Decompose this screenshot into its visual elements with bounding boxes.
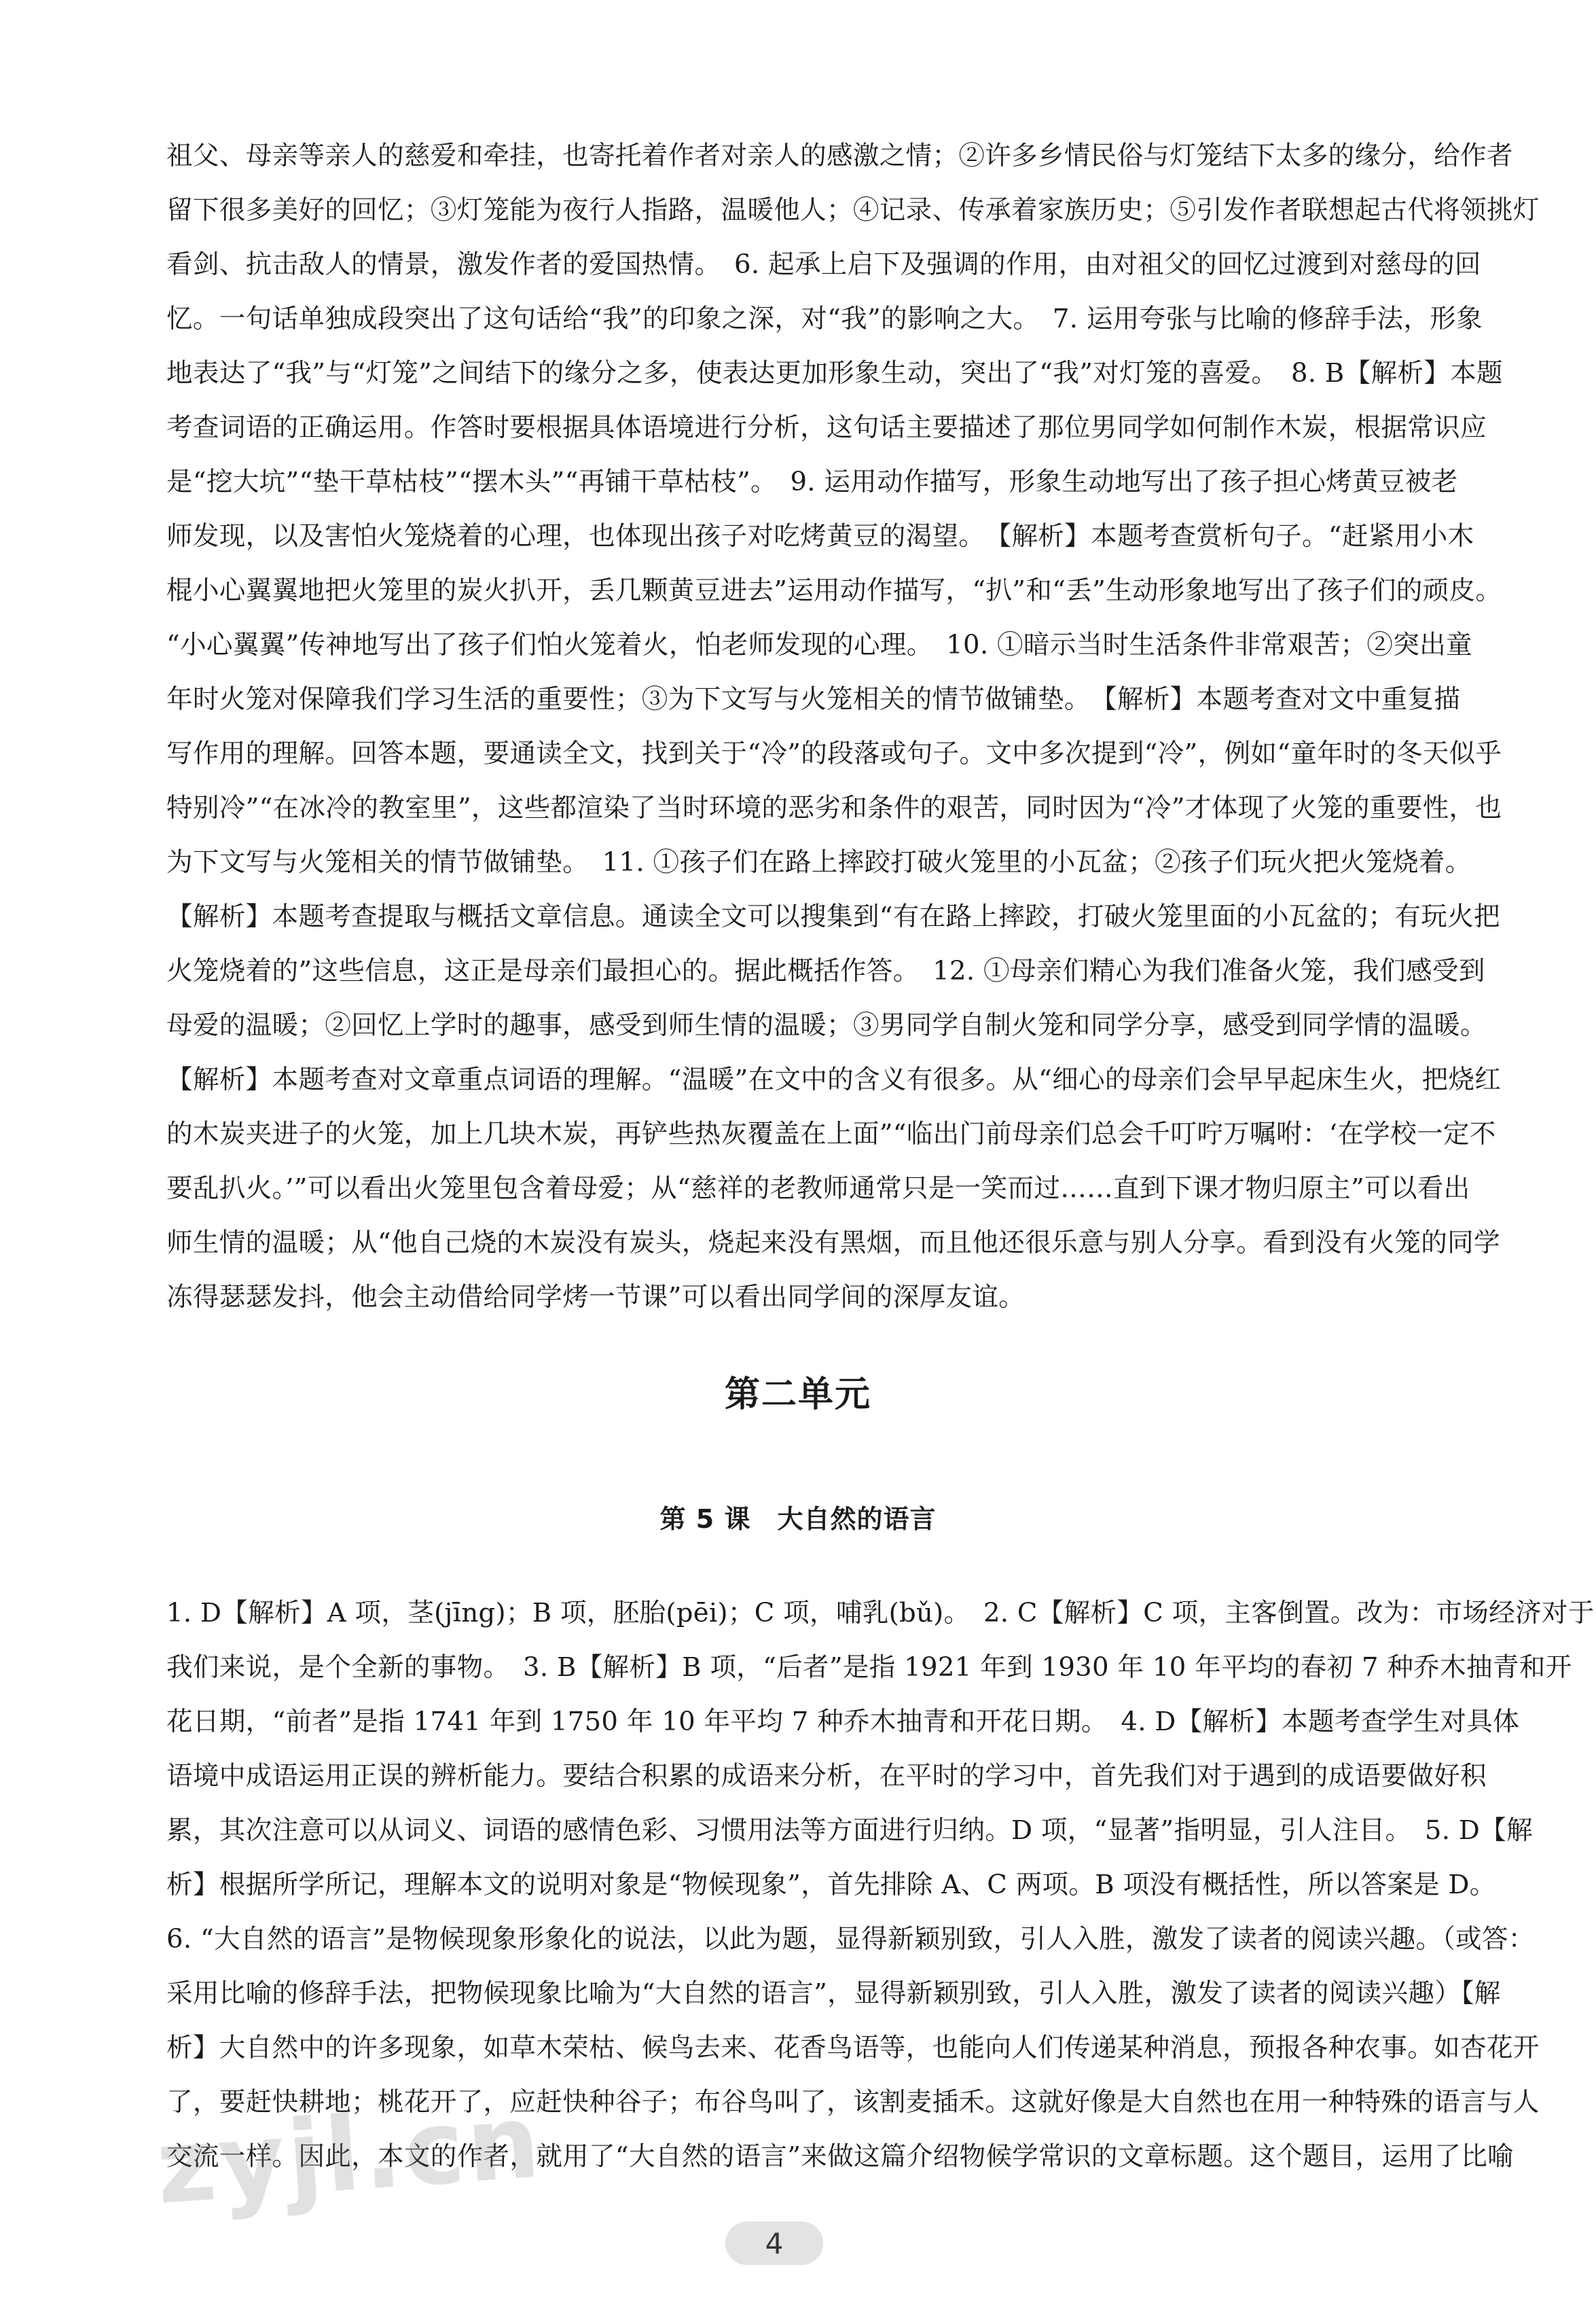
text-line: 是“挖大坑”“垫干草枯枝”“摆木头”“再铺干草枯枝”。 9. 运用动作描写，形象生动地写出了孩子担心烤黄豆被老: [166, 467, 1458, 497]
text-line: 祖父、母亲等亲人的慈爱和牵挂，也寄托着作者对亲人的感激之情；②许多乡情民俗与灯笼结下太多的缘分，给作者: [166, 141, 1513, 171]
lesson-title: 第 5 课 大自然的语言: [659, 1504, 937, 1534]
text-line: 地表达了“我”与“灯笼”之间结下的缘分之多，使表达更加形象生动，突出了“我”对灯笼的喜爱。 8. B【解析】本题: [166, 358, 1503, 389]
text-line: 语境中成语运用正误的辨析能力。要结合积累的成语来分析，在平时的学习中，首先我们对于遇到的成语要做好积: [166, 1761, 1487, 1791]
text-line: 的木炭夹进子的火笼，加上几块木炭，再铲些热灰覆盖在上面”“临出门前母亲们总会千叮咛万嘱咐：‘在学校一定不: [166, 1119, 1496, 1149]
text-line: 我们来说，是个全新的事物。 3. B【解析】B 项，“后者”是指 1921 年到 1930 年 10 年平均的春初 7 种乔木抽青和开: [166, 1652, 1572, 1683]
text-line: 了，要赶快耕地；桃花开了，应赶快种谷子；布谷鸟叫了，该割麦插禾。这就好像是大自然也在用一种特殊的语言与人: [166, 2087, 1540, 2118]
answer-text-top: [166, 129, 1540, 1325]
unit-title: 第二单元: [724, 1374, 871, 1415]
text-line: 特别冷”“在冰冷的教室里”，这些都渲染了当时环境的恶劣和条件的艰苦，同时因为“冷”才体现了火笼的重要性，也: [166, 793, 1502, 823]
text-line: 师发现，以及害怕火笼烧着的心理，也体现出孩子对吃烤黄豆的渴望。 【解析】本题考查赏析句子。“赶紧用小木: [166, 521, 1474, 552]
text-line: 1. D【解析】A 项，茎(jīng)；B 项，胚胎(pēi)；C 项，哺乳(bǔ)。 2. C【解析】C 项，主客倒置。改为：市场经济对于: [166, 1598, 1595, 1628]
text-line: 考查词语的正确运用。作答时要根据具体语境进行分析，这句话主要描述了那位男同学如何制作木炭，根据常识应: [166, 412, 1487, 443]
text-line: 母爱的温暖；②回忆上学时的趣事，感受到师生情的温暖；③男同学自制火笼和同学分享，感受到同学情的温暖。: [166, 1010, 1487, 1041]
text-line: 采用比喻的修辞手法，把物候现象比喻为“大自然的语言”，显得新颖别致，引人入胜，激发了读者的阅读兴趣）【解: [166, 1978, 1501, 2009]
text-line: 花日期，“前者”是指 1741 年到 1750 年 10 年平均 7 种乔木抽青和开花日期。 4. D【解析】本题考查学生对具体: [166, 1707, 1519, 1737]
text-line: 师生情的温暖；从“他自己烧的木炭没有炭头，烧起来没有黑烟，而且他还很乐意与别人分享。看到没有火笼的同学: [166, 1228, 1500, 1258]
text-line: 为下文写与火笼相关的情节做铺垫。 11. ①孩子们在路上摔跤打破火笼里的小瓦盆；②孩子们玩火把火笼烧着。: [166, 847, 1472, 878]
text-line: 写作用的理解。回答本题，要通读全文，找到关于“冷”的段落或句子。文中多次提到“冷”，例如“童年时的冬天似乎: [166, 738, 1502, 769]
text-line: 析】大自然中的许多现象，如草木荣枯、候鸟去来、花香鸟语等，也能向人们传递某种消息，预报各种农事。如杏花开: [166, 2033, 1540, 2063]
text-line: 忆。一句话单独成段突出了这句话给“我”的印象之深，对“我”的影响之大。 7. 运用夸张与比喻的修辞手法，形象: [166, 304, 1483, 334]
page-number: 4: [725, 2221, 823, 2265]
text-line: 【解析】本题考查提取与概括文章信息。通读全文可以搜集到“有在路上摔跤，打破火笼里面的小瓦盆的；有玩火把: [166, 901, 1500, 932]
text-line: 累，其次注意可以从词义、词语的感情色彩、习惯用法等方面进行归纳。D 项，“显著”指明显，引人注目。 5. D【解: [166, 1815, 1533, 1846]
text-line: 要乱扒火。’”可以看出火笼里包含着母爱；从“慈祥的老教师通常只是一笑而过……直到下课才物归原主”可以看出: [166, 1173, 1470, 1204]
text-line: 棍小心翼翼地把火笼里的炭火扒开，丢几颗黄豆进去”运用动作描写，“扒”和“丢”生动形象地写出了孩子们的顽皮。: [166, 575, 1502, 606]
text-line: 年时火笼对保障我们学习生活的重要性；③为下文写与火笼相关的情节做铺垫。 【解析】本题考查对文中重复描: [166, 684, 1461, 715]
text-line: 交流一样。因此，本文的作者，就用了“大自然的语言”来做这篇介绍物候学常识的文章标题。这个题目，运用了比喻: [166, 2141, 1514, 2172]
text-line: 6. “大自然的语言”是物候现象形象化的说法，以此为题，显得新颖别致，引人入胜，激发了读者的阅读兴趣。（或答：: [166, 1924, 1535, 1954]
text-line: “小心翼翼”传神地写出了孩子们怕火笼着火，怕老师发现的心理。 10. ①暗示当时生活条件非常艰苦；②突出童: [166, 630, 1472, 660]
text-line: 析】根据所学所记，理解本文的说明对象是“物候现象”，首先排除 A、C 两项。B 项没有概括性，所以答案是 D。: [166, 1870, 1496, 1900]
answer-text-bottom: [166, 1586, 1595, 2184]
text-line: 看剑、抗击敌人的情景，激发作者的爱国热情。 6. 起承上启下及强调的作用，由对祖父的回忆过渡到对慈母的回: [166, 249, 1481, 280]
watermark: zyjl.cn: [152, 2082, 546, 2228]
text-line: 火笼烧着的”这些信息，这正是母亲们最担心的。据此概括作答。 12. ①母亲们精心为我们准备火笼，我们感受到: [166, 956, 1485, 986]
text-line: 留下很多美好的回忆；③灯笼能为夜行人指路，温暖他人；④记录、传承着家族历史；⑤引发作者联想起古代将领挑灯: [166, 195, 1540, 226]
text-line: 冻得瑟瑟发抖，他会主动借给同学烤一节课”可以看出同学间的深厚友谊。: [166, 1282, 1026, 1313]
text-line: 【解析】本题考查对文章重点词语的理解。“温暖”在文中的含义有很多。从“细心的母亲们会早早起床生火，把烧红: [166, 1065, 1502, 1095]
